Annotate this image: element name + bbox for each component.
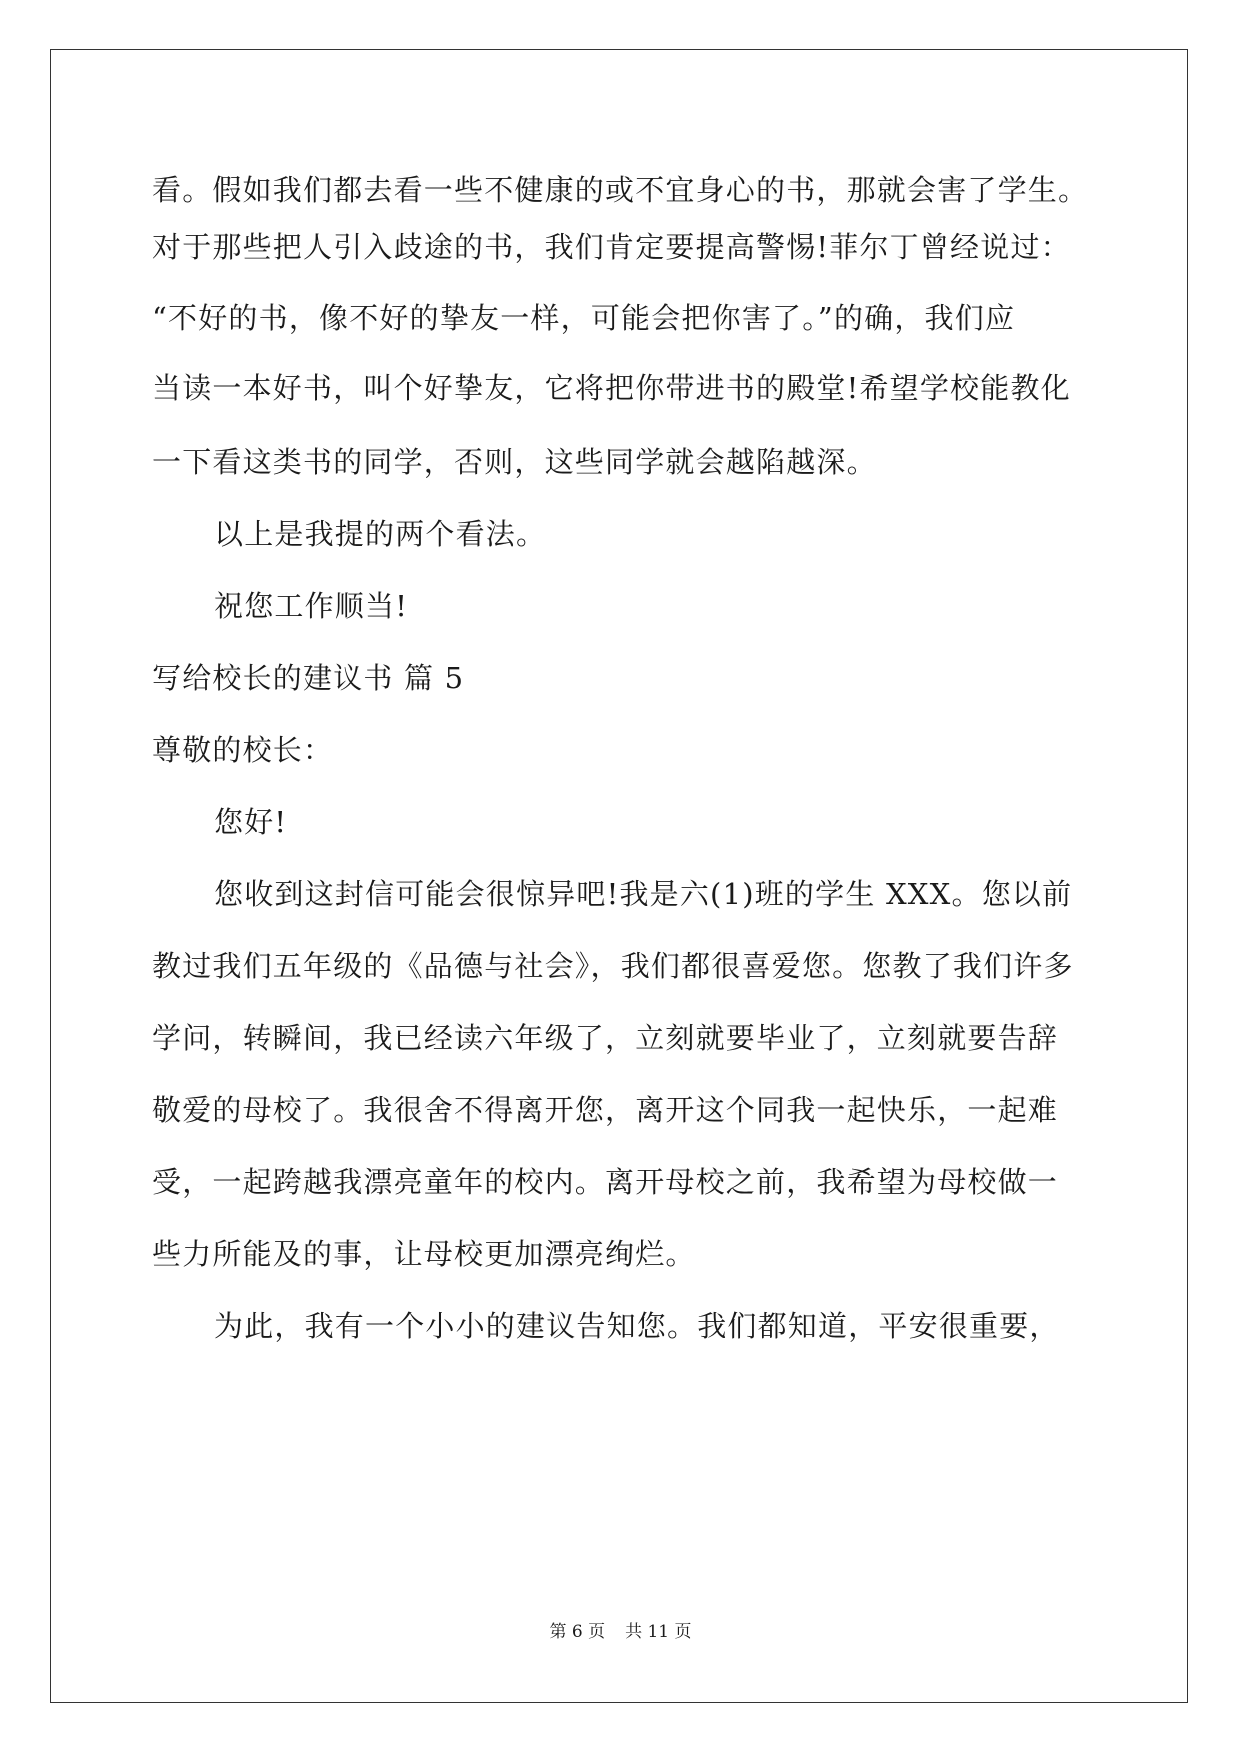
text-line: 当读一本好书，叫个好挚友，它将把你带进书的殿堂!希望学校能教化 [152, 371, 1071, 405]
text-line: 对于那些把人引入歧途的书，我们肯定要提高警惕!菲尔丁曾经说过： [152, 230, 1071, 264]
text-line: 受，一起跨越我漂亮童年的校内。离开母校之前，我希望为母校做一 [152, 1165, 1059, 1199]
page-number: 第 6 页 [549, 1622, 606, 1642]
text-line: 为此，我有一个小小的建议告知您。我们都知道，平安很重要， [214, 1309, 1060, 1343]
text-line: 以上是我提的两个看法。 [214, 517, 547, 551]
page-footer [0, 1620, 1241, 1644]
text-line: 教过我们五年级的《品德与社会》，我们都很喜爱您。您教了我们许多 [152, 949, 1074, 983]
section-heading: 写给校长的建议书 篇 5 [152, 661, 465, 695]
text-line: 您收到这封信可能会很惊异吧!我是六(1)班的学生 XXX。您以前 [214, 877, 1073, 911]
text-line: 看。假如我们都去看一些不健康的或不宜身心的书，那就会害了学生。 [152, 173, 1089, 207]
greeting: 您好! [214, 805, 288, 839]
page-total: 共 11 页 [625, 1622, 692, 1642]
salutation: 尊敬的校长： [152, 733, 334, 767]
text-line: 一下看这类书的同学，否则，这些同学就会越陷越深。 [152, 445, 877, 479]
text-line: 敬爱的母校了。我很舍不得离开您，离开这个同我一起快乐，一起难 [152, 1093, 1059, 1127]
text-line: 些力所能及的事，让母校更加漂亮绚烂。 [152, 1237, 696, 1271]
text-line: 祝您工作顺当! [214, 589, 409, 623]
text-line: 学问，转瞬间，我已经读六年级了，立刻就要毕业了，立刻就要告辞 [152, 1021, 1059, 1055]
text-line: “不好的书，像不好的挚友一样，可能会把你害了。”的确，我们应 [152, 301, 1016, 335]
